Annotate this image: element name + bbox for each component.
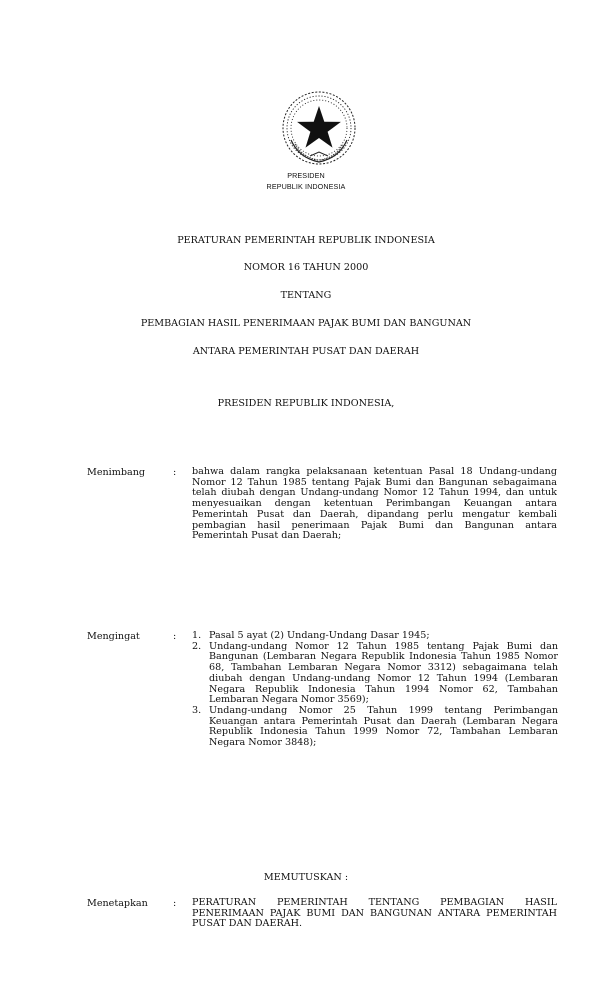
decide-heading: MEMUTUSKAN : xyxy=(263,872,349,883)
list-item-number: 3. xyxy=(192,704,202,716)
regulation-number: NOMOR 16 TAHUN 2000 xyxy=(243,262,369,273)
list-item-number: 1. xyxy=(192,630,202,641)
list-item xyxy=(192,706,558,749)
subject-line-1: PEMBAGIAN HASIL PENERIMAAN PAJAK BUMI DAN BANGUNAN xyxy=(140,318,472,329)
stipulate-colon: : xyxy=(173,898,177,909)
garuda-star-emblem-icon xyxy=(279,88,359,168)
recalling-colon: : xyxy=(173,631,177,642)
list-item-text: Undang-undang Nomor 12 Tahun 1985 tentang Pajak Bumi dan Bangunan (Lembaran Negara Republik Indonesia Tahun 1985 Nomor 68, Tambahan Lembaran Negara Nomor 3312) sebagaimana telah diubah dengan Undang-undang Nomor 12 Tahun 1994 (Lembaran Negara Republik Indonesia Tahun 1994 Nomor 62, Tambahan Lembaran Negara Nomor 3569); xyxy=(209,640,558,706)
considering-colon: : xyxy=(173,467,177,478)
considering-label: Menimbang xyxy=(87,467,146,478)
subject-line-2: ANTARA PEMERINTAH PUSAT DAN DAERAH xyxy=(192,346,420,357)
about-label: TENTANG xyxy=(280,290,332,301)
list-item-text: Pasal 5 ayat (2) Undang-Undang Dasar 1945; xyxy=(209,630,430,641)
list-item-number: 2. xyxy=(192,640,202,652)
regulation-title: PERATURAN PEMERINTAH REPUBLIK INDONESIA xyxy=(177,235,435,246)
issuer-country: REPUBLIK INDONESIA xyxy=(266,182,346,191)
recalling-list xyxy=(192,631,558,749)
list-item xyxy=(192,642,558,706)
recalling-label: Mengingat xyxy=(87,631,140,642)
stipulate-label: Menetapkan xyxy=(87,898,148,909)
considering-text: bahwa dalam rangka pelaksanaan ketentuan Pasal 18 Undang-undang Nomor 12 Tahun 1985 tentang Pajak Bumi dan Bangunan sebagaimana telah diubah dengan Undang-undang Nomor 12 Tahun 1994, dan untuk menyesuaikan dengan ketentuan Perimbangan Keuangan antara Pemerintah Pusat dan Daerah, dipandang perlu mengatur kembali pembagian hasil penerimaan Pajak Bumi dan Bangunan antara Pemerintah Pusat dan Daerah; xyxy=(192,466,557,542)
issuer-line: PRESIDEN REPUBLIK INDONESIA, xyxy=(217,398,395,409)
issuer-title: PRESIDEN xyxy=(287,171,325,180)
stipulate-text: PERATURAN PEMERINTAH TENTANG PEMBAGIAN HASIL PENERIMAAN PAJAK BUMI DAN BANGUNAN ANTARA PEMERINTAH PUSAT DAN DAERAH. xyxy=(192,897,557,930)
list-item-text: Undang-undang Nomor 25 Tahun 1999 tentang Perimbangan Keuangan antara Pemerintah Pusat dan Daerah (Lembaran Negara Republik Indonesia Tahun 1999 Nomor 72, Tambahan Lembaran Negara Nomor 3848); xyxy=(209,704,558,749)
